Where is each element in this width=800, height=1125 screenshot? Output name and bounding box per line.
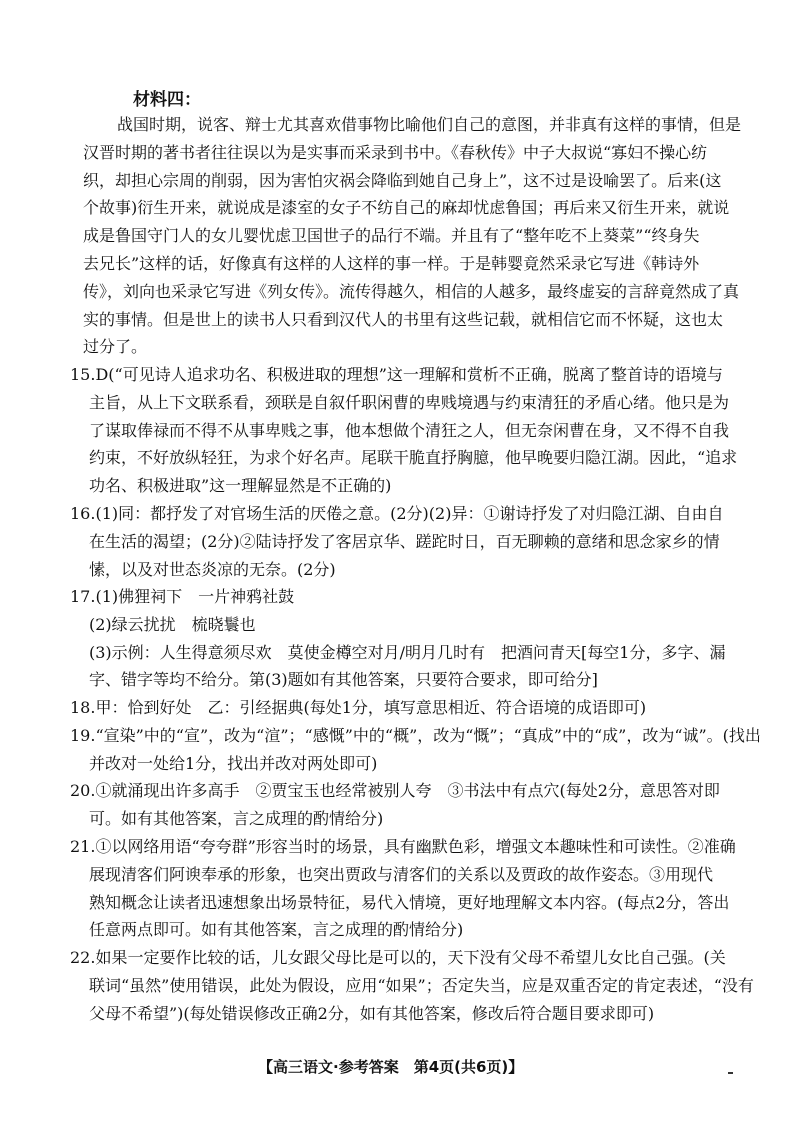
text-line: 16.(1)同：都抒发了对官场生活的厌倦之意。(2分)(2)异：①谢诗抒发了对归隐江湖、自由自: [70, 504, 724, 523]
answer-15: [70, 361, 738, 500]
text-line: 展现清客们阿谀奉承的形象，也突出贾政与清客们的关系以及贾政的故作姿态。③用现代: [89, 864, 714, 884]
text-line: 愫，以及对世态炎凉的无奈。(2分): [89, 559, 336, 579]
answer-18: [70, 694, 738, 722]
text-line: 传》，刘向也采录它写进《列女传》。流传得越久，相信的人越多，最终虚妄的言辞竟然成了真: [83, 281, 740, 301]
text-line: 过分了。: [83, 337, 148, 357]
text-line: 19.“宣染”中的“宣”，改为“渲”；“感慨”中的“概”，改为“慨”；“真成”中的“成”，改为“诚”。(找出: [70, 726, 761, 745]
text-line: 任意两点即可。如有其他答案，言之成理的酌情给分): [89, 920, 464, 940]
answer-21: [70, 833, 738, 944]
text-line: 约束，不好放纵轻狂，为求个好名声。尾联干脆直抒胸臆，他早晚要归隐江湖。因此，“追求: [89, 448, 738, 468]
scan-mark: [728, 1072, 733, 1074]
text-line: 战国时期，说客、辩士尤其喜欢借事物比喻他们自己的意图，并非真有这样的事情，但是: [117, 115, 742, 134]
text-line: 父母不希望”)(每处错误修改正确2分，如有其他答案，修改后符合题目要求即可): [89, 1003, 655, 1023]
text-line: 成是鲁国守门人的女儿婴忧虑卫国世子的品行不端。并且有了“整年吃不上葵菜”“终身失: [83, 226, 700, 246]
answer-22: [70, 944, 754, 1027]
answer-17: [70, 583, 738, 694]
text-line: 可。如有其他答案，言之成理的酌情给分): [89, 808, 384, 828]
text-line: 21.①以网络用语“夸夸群”形容当时的场景，具有幽默色彩，增强文本趣味性和可读性。②准确: [70, 837, 736, 856]
text-line: 18.甲：恰到好处 乙：引经据典(每处1分，填写意思相近、符合语境的成语即可): [70, 698, 647, 717]
text-line: 织，却担心宗周的削弱，因为害怕灾祸会降临到她自己身上”，这不过是设喻罢了。后来(这: [83, 170, 722, 190]
text-line: 功名、积极进取”这一理解显然是不正确的): [89, 476, 392, 496]
material-heading: 材料四：: [133, 90, 201, 110]
text-line: 并改对一处给1分，找出并改对两处即可): [89, 753, 378, 773]
page-footer: 【高三语文·参考答案 第4页(共6页)】: [258, 1058, 524, 1076]
text-line: 22.如果一定要作比较的话，儿女跟父母比是可以的，天下没有父母不希望儿女比自己强。(关: [70, 948, 726, 967]
text-line: 去兄长”这样的话，好像真有这样的人这样的事一样。于是韩婴竟然采录它写进《韩诗外: [83, 253, 700, 273]
text-line: 主旨，从上下文联系看，颈联是自叙仟职闲曹的卑贱境遇与约束清狂的矛盾心绪。他只是为: [89, 392, 730, 412]
text-line: (2)绿云扰扰 梳晓鬟也: [89, 614, 256, 634]
text-line: (3)示例：人生得意须尽欢 莫使金樽空对月/明月几时有 把酒问青天[每空1分，多字、漏: [89, 642, 726, 662]
text-line: 了谋取俸禄而不得不从事卑贱之事，他本想做个清狂之人，但无奈闲曹在身，又不得不自我: [89, 420, 730, 440]
text-line: 在生活的渴望；(2分)②陆诗抒发了客居京华、蹉跎时日，百无聊赖的意绪和思念家乡的情: [89, 531, 720, 551]
text-line: 实的事情。但是世上的读书人只看到汉代人的书里有这些记载，就相信它而不怀疑，这也太: [83, 309, 724, 329]
text-line: 17.(1)佛狸祠下 一片神鸦社鼓: [70, 587, 295, 606]
answer-19: [70, 722, 761, 778]
text-line: 字、错字等均不给分。第(3)题如有其他答案，只要符合要求，即可给分]: [89, 670, 598, 690]
answer-16: [70, 500, 738, 583]
text-line: 熟知概念让读者迅速想象出场景特征，易代入情境，更好地理解文本内容。(每点2分，答出: [89, 892, 730, 912]
text-line: 联词“虽然”使用错误，此处为假设，应用“如果”；否定失当，应是双重否定的肯定表述，“没有: [89, 975, 754, 995]
answer-20: [70, 777, 738, 833]
text-line: 汉晋时期的著书者往往误以为是实事而采录到书中。《春秋传》中子大叔说“寡妇不操心纺: [83, 142, 708, 162]
text-line: 个故事)衍生开来，就说成是漆室的女子不纺自己的麻却忧虑鲁国；再后来又衍生开来，就说: [83, 198, 730, 218]
text-line: 15.D(“可见诗人追求功名、积极进取的理想”这一理解和赏析不正确，脱离了整首诗的语境与: [70, 365, 723, 384]
text-line: 20.①就涌现出许多高手 ②贾宝玉也经常被别人夸 ③书法中有点穴(每处2分，意思答对即: [70, 781, 720, 800]
material-paragraph: [83, 111, 742, 361]
